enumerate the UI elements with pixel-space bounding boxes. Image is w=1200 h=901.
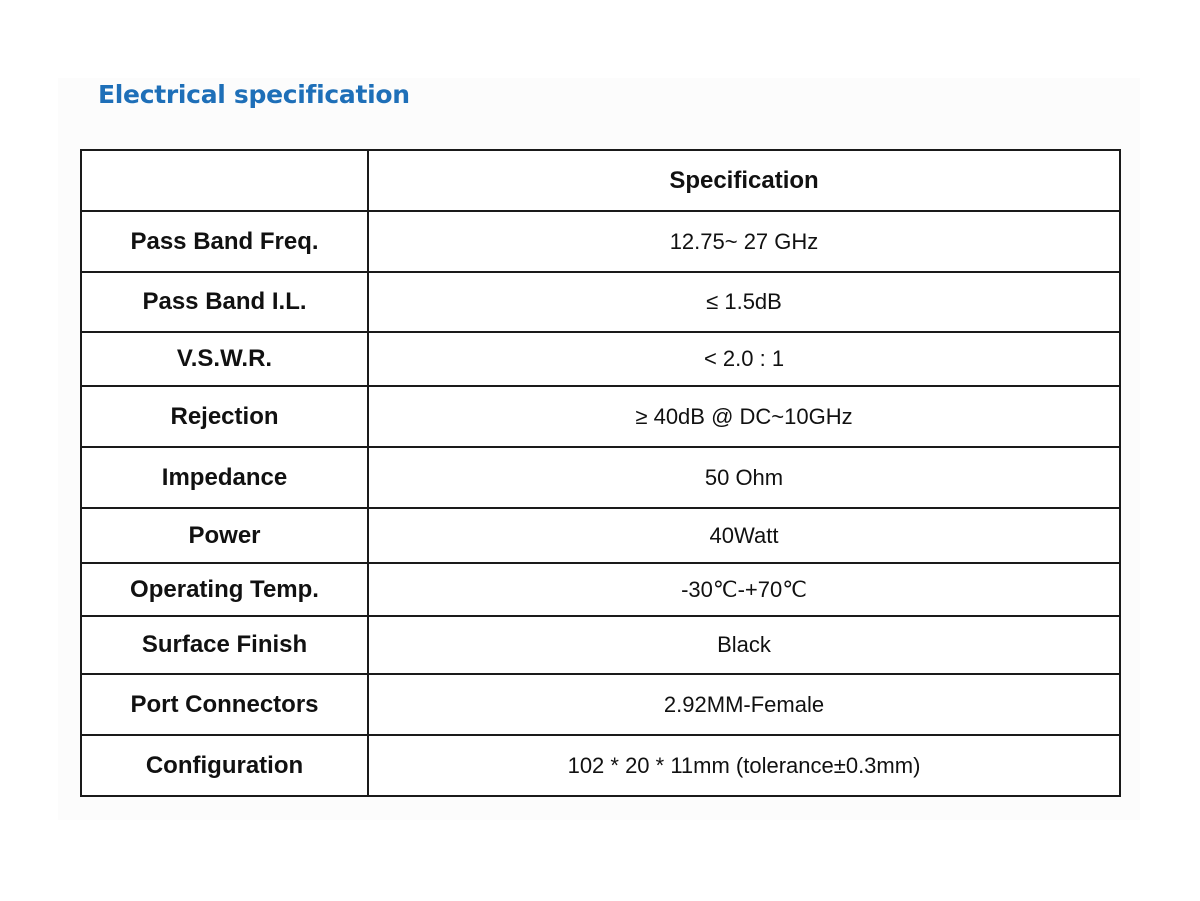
table-header-row — [81, 150, 1120, 211]
value-cell: ≥ 40dB @ DC~10GHz — [368, 386, 1120, 447]
value-cell: Black — [368, 616, 1120, 674]
value-cell: 102 * 20 * 11mm (tolerance±0.3mm) — [368, 735, 1120, 796]
table-row — [81, 211, 1120, 272]
table-row — [81, 508, 1120, 563]
param-cell: Surface Finish — [81, 616, 368, 674]
param-cell: Operating Temp. — [81, 563, 368, 616]
value-cell: -30℃-+70℃ — [368, 563, 1120, 616]
value-cell: 2.92MM-Female — [368, 674, 1120, 735]
param-cell: Configuration — [81, 735, 368, 796]
table-row — [81, 332, 1120, 386]
table-row — [81, 616, 1120, 674]
table-row — [81, 447, 1120, 508]
param-cell: Rejection — [81, 386, 368, 447]
value-cell: ≤ 1.5dB — [368, 272, 1120, 332]
table-row — [81, 735, 1120, 796]
value-cell: < 2.0 : 1 — [368, 332, 1120, 386]
table-row — [81, 674, 1120, 735]
value-cell: 50 Ohm — [368, 447, 1120, 508]
param-cell: Pass Band I.L. — [81, 272, 368, 332]
spec-table — [80, 149, 1121, 797]
value-cell: 40Watt — [368, 508, 1120, 563]
table-row — [81, 272, 1120, 332]
table-row — [81, 563, 1120, 616]
value-cell: 12.75~ 27 GHz — [368, 211, 1120, 272]
header-param-cell — [81, 150, 368, 211]
param-cell: Port Connectors — [81, 674, 368, 735]
param-cell: Impedance — [81, 447, 368, 508]
param-cell: Power — [81, 508, 368, 563]
header-spec-cell: Specification — [368, 150, 1120, 211]
table-row — [81, 386, 1120, 447]
param-cell: V.S.W.R. — [81, 332, 368, 386]
section-title: Electrical specification — [98, 80, 410, 109]
param-cell: Pass Band Freq. — [81, 211, 368, 272]
